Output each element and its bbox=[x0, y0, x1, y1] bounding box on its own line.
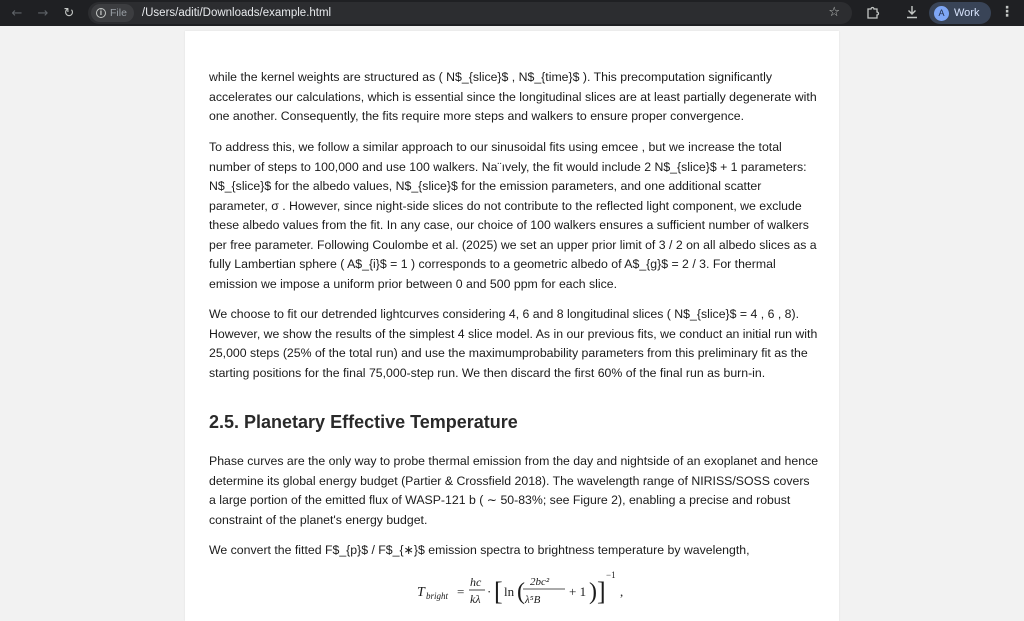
eq-lhs-sub: bright bbox=[426, 591, 449, 601]
site-info-chip[interactable] bbox=[91, 4, 134, 22]
reload-icon[interactable]: ↻ bbox=[63, 5, 75, 21]
download-arrow-icon bbox=[905, 5, 919, 19]
eq-plus-one: + 1 bbox=[569, 584, 587, 599]
info-icon: i bbox=[96, 8, 106, 18]
back-arrow-icon[interactable]: ← bbox=[11, 5, 23, 21]
profile-button[interactable] bbox=[929, 2, 991, 24]
url-text[interactable]: /Users/aditi/Downloads/example.html bbox=[141, 7, 332, 19]
section-paragraph-2: We convert the fitted F$_{p}$ / F$_{∗}$ emission spectra to brightness temperature by wavelength, bbox=[209, 543, 750, 557]
eq-frac2-num: 2bc² bbox=[530, 576, 550, 588]
document-page bbox=[185, 31, 839, 621]
paragraph-1: while the kernel weights are structured as ( N$_{slice}$ , N$_{time}$ ). This precomputation significantly accelerates our calculations, which is essential since the longitudinal slices are at least partially degenerate with one another. Consequently, the fits require more steps and walkers to ensure proper convergence. bbox=[209, 70, 817, 123]
eq-bracket-close: ] bbox=[597, 577, 606, 606]
profile-label: Work bbox=[954, 7, 980, 19]
eq-trailing: , bbox=[620, 584, 624, 599]
extensions-icon[interactable] bbox=[866, 5, 880, 23]
eq-bracket-open: [ bbox=[494, 577, 503, 606]
eq-paren-open: ( bbox=[517, 579, 525, 605]
section-paragraph-1: Phase curves are the only way to probe thermal emission from the day and nightside of an exoplanet and hence determine its global energy budget (Partier & Crossfield 2018). The wavelength range of NIRISS/SOSS covers a large portion of the emitted flux of WASP-121 b ( ∼ 50-83%; see Figure 2), enabling a precise and robust constraint of the planet's energy budget. bbox=[209, 454, 819, 527]
eq-frac2-den: λ⁵B bbox=[525, 594, 541, 606]
eq-lhs: T bbox=[417, 585, 425, 600]
puzzle-icon bbox=[866, 5, 880, 19]
eq-dot: · bbox=[487, 584, 492, 599]
eq-equals: = bbox=[457, 584, 465, 599]
brightness-temperature-equation bbox=[417, 569, 657, 609]
paragraph-3: We choose to fit our detrended lightcurves considering 4, 6 and 8 longitudinal slices ( N$_{slice}$ = 4 , 6 , 8). However, we show the results of the simplest 4 slice model. As in our previous fits, we conduct an initial run with 25,000 steps (25% of the total run) and use the maximumprobability parameters from this preliminary fit as the starting positions for the final 75,000-step run. We then discard the first 60% of the final run as burn-in. bbox=[209, 307, 818, 380]
browser-toolbar bbox=[0, 0, 1024, 26]
avatar: A bbox=[934, 6, 949, 21]
kebab-menu-icon[interactable]: ⋮ bbox=[1000, 4, 1014, 20]
eq-frac1-num: hc bbox=[470, 575, 482, 589]
forward-arrow-icon[interactable]: → bbox=[37, 5, 49, 21]
eq-ln: ln bbox=[504, 584, 515, 599]
address-bar[interactable] bbox=[88, 2, 852, 24]
site-chip-label: File bbox=[110, 7, 127, 19]
eq-paren-close: ) bbox=[589, 579, 597, 605]
bookmark-star-icon[interactable]: ☆ bbox=[828, 5, 840, 20]
download-icon[interactable] bbox=[905, 5, 919, 23]
eq-frac1-den: kλ bbox=[470, 592, 481, 606]
section-heading: 2.5. Planetary Effective Temperature bbox=[209, 412, 518, 432]
eq-exponent: −1 bbox=[606, 570, 616, 580]
paragraph-2: To address this, we follow a similar approach to our sinusoidal fits using emcee , but we increase the total number of steps to 100,000 and use 100 walkers. Na¨ıvely, the fit would include 2 N$_{slice}$ + 1 parameters: N$_{slice}$ for the albedo values, N$_{slice}$ for the emission parameters, and one additional scatter parameter, σ . However, since night-side slices do not contribute to the reflected light component, we exclude these albedo values from the fit. In any case, our choice of 100 walkers ensures a sufficient number of walkers per free parameter. Following Coulombe et al. (2025) we set an upper prior limit of 3 / 2 on all albedo slices as a fully Lambertian sphere ( A$_{i}$ = 1 ) corresponds to a geometric albedo of A$_{g}$ = 2 / 3. For thermal emission we impose a uniform prior between 0 and 500 ppm for each slice. bbox=[209, 140, 817, 291]
